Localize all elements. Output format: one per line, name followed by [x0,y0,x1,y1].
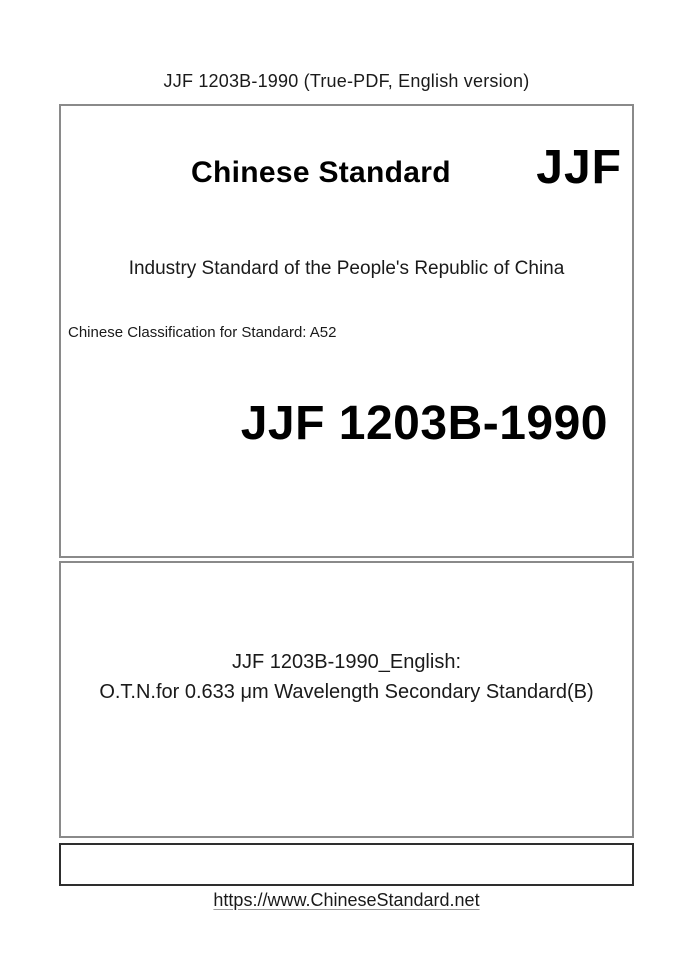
cover-title-panel [59,561,634,838]
english-title-line1: JJF 1203B-1990_English: [231,651,462,673]
issuer-subtitle: Industry Standard of the People's Republic of China [128,258,565,279]
brand-code-jjf: JJF [536,141,622,194]
cover-upper-panel [59,104,634,558]
cover-empty-panel [59,843,634,886]
standard-number: JJF 1203B-1990 [240,397,608,450]
page-footer [0,890,693,911]
classification-label: Chinese Classification for Standard: A52 [68,324,337,341]
website-link[interactable]: https://www.ChineseStandard.net [213,890,480,910]
english-title-line2: O.T.N.for 0.633 μm Wavelength Secondary Standard(B) [99,681,594,703]
page-header-title: JJF 1203B-1990 (True-PDF, English version) [163,71,530,91]
brand-title: Chinese Standard [191,156,451,189]
english-title-block [61,647,632,707]
